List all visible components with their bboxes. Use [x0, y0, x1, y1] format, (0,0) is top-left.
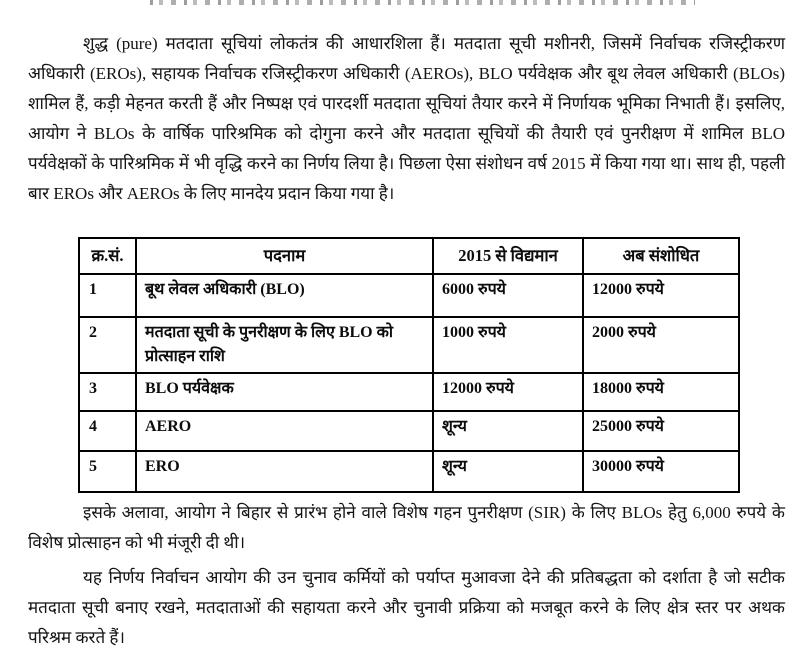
cell-revised: 12000 रुपये: [583, 274, 739, 317]
table-row: [79, 373, 739, 411]
table-row: [79, 274, 739, 317]
cell-designation: मतदाता सूची के पुनरीक्षण के लिए BLO को प्रोत्साहन राशि: [136, 317, 433, 373]
cell-serial: 4: [79, 411, 136, 451]
paragraph-sir: इसके अलावा, आयोग ने बिहार से प्रारंभ होने वाले विशेष गहन पुनरीक्षण (SIR) के लिए BLOs हेतु 6,000 रुपये के विशेष प्रोत्साहन को भी मंजूरी दी थी।: [28, 503, 785, 552]
table-row: [79, 317, 739, 373]
paragraph-closing: यह निर्णय निर्वाचन आयोग की उन चुनाव कर्मियों को पर्याप्त मुआवजा देने की प्रतिबद्धता को दर्शाता है जो सटीक मतदाता सूची बनाए रखने, मतदाताओं की सहायता करने और चुनावी प्रक्रिया को मजबूत करने के लिए क्षेत्र स्तर पर अथक परिश्रम करते हैं।: [28, 568, 785, 647]
cell-designation: बूथ लेवल अधिकारी (BLO): [136, 274, 433, 317]
col-header-revised: अब संशोधित: [583, 238, 739, 274]
cell-designation: AERO: [136, 411, 433, 451]
cell-existing: शून्य: [433, 451, 583, 492]
cell-serial: 1: [79, 274, 136, 317]
cell-serial: 2: [79, 317, 136, 373]
cell-existing: 6000 रुपये: [433, 274, 583, 317]
col-header-serial: क्र.सं.: [79, 238, 136, 274]
cropped-text-remnant: [150, 0, 695, 5]
table-header-row: [79, 238, 739, 274]
cell-designation: ERO: [136, 451, 433, 492]
col-header-existing: 2015 से विद्यमान: [433, 238, 583, 274]
col-header-designation: पदनाम: [136, 238, 433, 274]
cell-revised: 25000 रुपये: [583, 411, 739, 451]
cell-existing: 1000 रुपये: [433, 317, 583, 373]
cell-serial: 3: [79, 373, 136, 411]
table-row: [79, 411, 739, 451]
cell-revised: 18000 रुपये: [583, 373, 739, 411]
table-row: [79, 451, 739, 492]
cell-serial: 5: [79, 451, 136, 492]
cell-revised: 30000 रुपये: [583, 451, 739, 492]
paragraph-intro: शुद्ध (pure) मतदाता सूचियां लोकतंत्र की आधारशिला हैं। मतदाता सूची मशीनरी, जिसमें निर्वाचक रजिस्ट्रीकरण अधिकारी (EROs), सहायक निर्वाचक रजिस्ट्रीकरण अधिकारी (AEROs), BLO पर्यवेक्षक और बूथ लेवल अधिकारी (BLOs) शामिल हैं, कड़ी मेहनत करती हैं और निष्पक्ष एवं पारदर्शी मतदाता सूचियां तैयार करने में निर्णायक भूमिका निभाती हैं। इसलिए, आयोग ने BLOs के वार्षिक पारिश्रमिक को दोगुना करने और मतदाता सूचियों की तैयारी एवं पुनरीक्षण में शामिल BLO पर्यवेक्षकों के पारिश्रमिक में भी वृद्धि करने का निर्णय लिया है। पिछला ऐसा संशोधन वर्ष 2015 में किया गया था। साथ ही, पहली बार EROs और AEROs के लिए मानदेय प्रदान किया गया है।: [28, 34, 785, 203]
cell-existing: 12000 रुपये: [433, 373, 583, 411]
remuneration-table: [78, 237, 740, 493]
cell-designation: BLO पर्यवेक्षक: [136, 373, 433, 411]
cell-existing: शून्य: [433, 411, 583, 451]
cell-revised: 2000 रुपये: [583, 317, 739, 373]
